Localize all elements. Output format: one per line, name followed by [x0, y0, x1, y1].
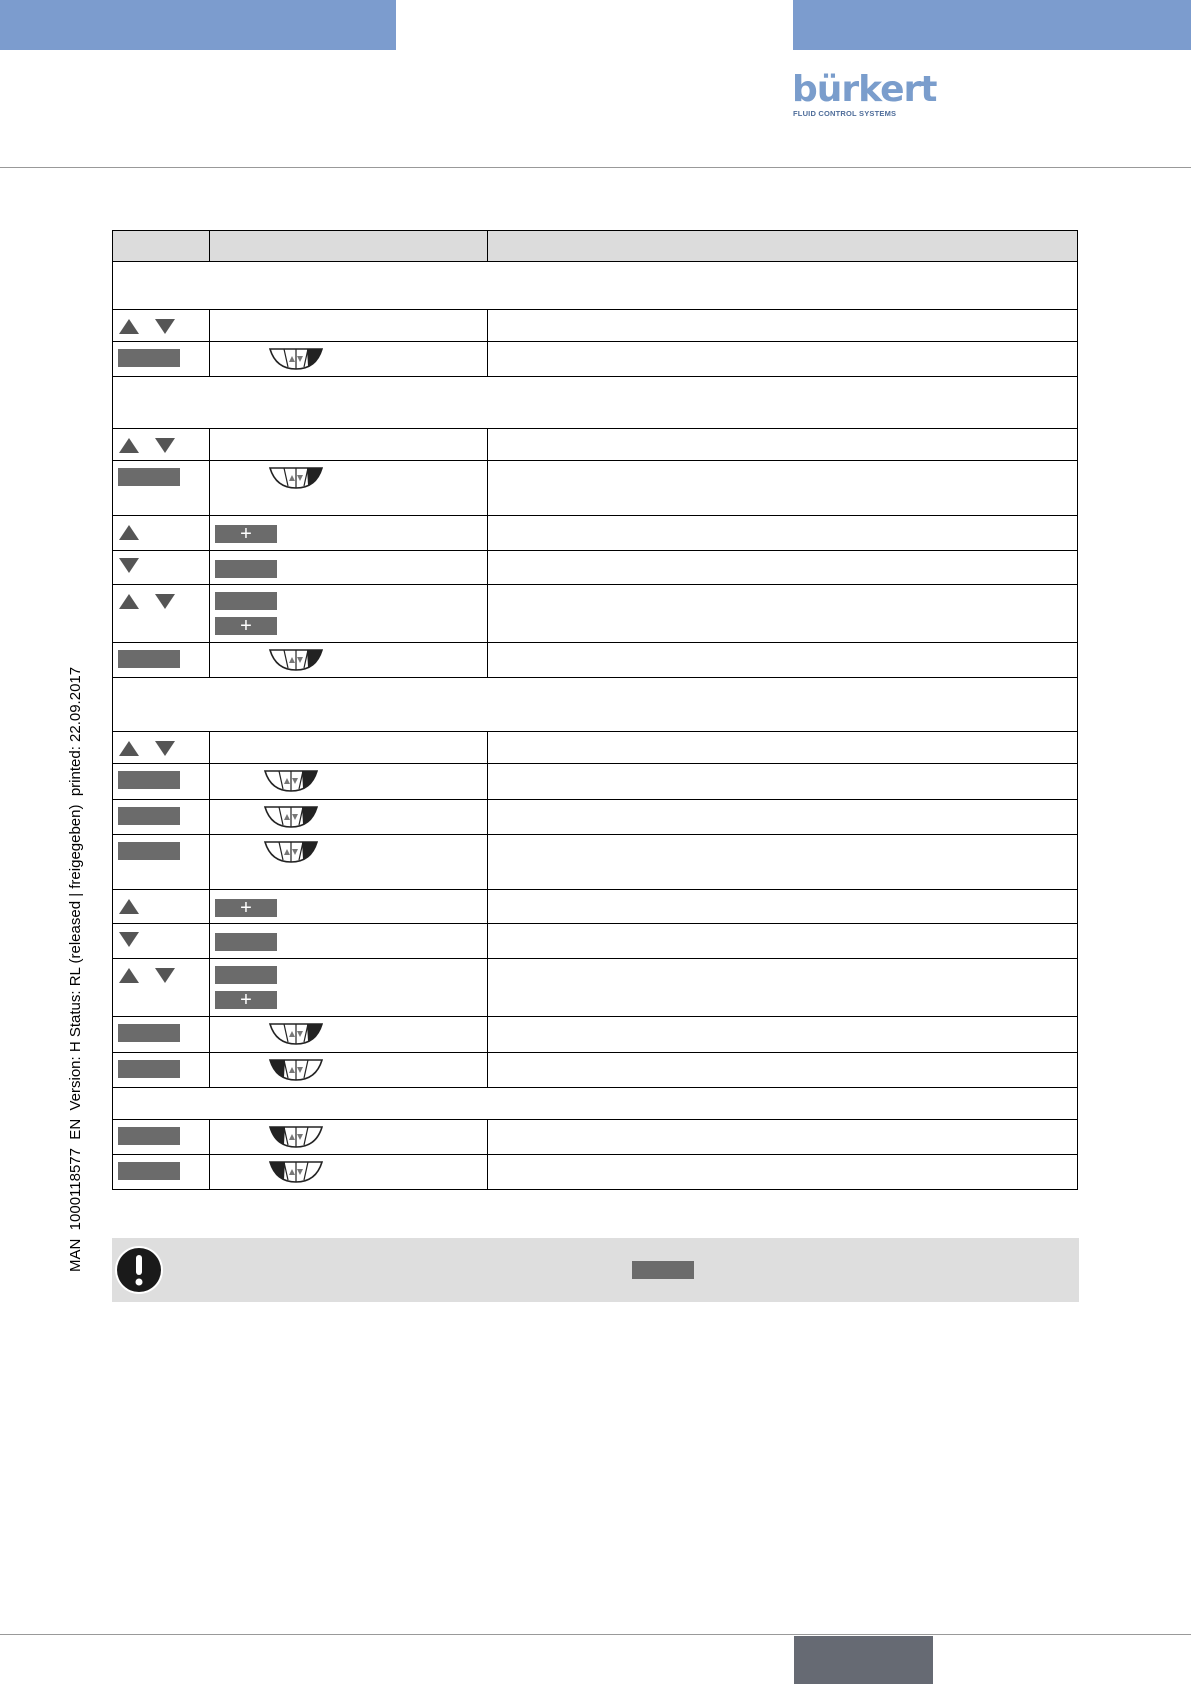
plus-key-icon: + [215, 525, 277, 543]
table-row [113, 764, 1078, 800]
keypad-cell [210, 516, 488, 551]
triangle-up-icon [119, 968, 139, 983]
key-cell [113, 800, 210, 835]
description-cell [488, 835, 1078, 890]
keypad-cell [210, 959, 488, 1017]
table-row [113, 310, 1078, 342]
grey-key-icon [118, 1162, 180, 1180]
grey-key-icon [118, 349, 180, 367]
keypad-cell [210, 461, 488, 516]
section-row [113, 678, 1078, 732]
key-cell [113, 342, 210, 377]
section-row [113, 377, 1078, 429]
keypad-icon [268, 466, 324, 490]
description-cell [488, 585, 1078, 643]
description-cell [488, 1053, 1078, 1088]
header-bar-right [793, 0, 1191, 50]
grey-key-icon [118, 650, 180, 668]
triangle-up-icon [119, 594, 139, 609]
grey-key-icon [215, 560, 277, 578]
triangle-down-icon [155, 594, 175, 609]
keypad-cell [210, 551, 488, 585]
table-row [113, 924, 1078, 959]
table-row [113, 516, 1078, 551]
grey-key-icon [215, 592, 277, 610]
triangle-down-icon [155, 968, 175, 983]
keypad-icon [268, 1058, 324, 1082]
header-rule [0, 167, 1191, 168]
table-row [113, 732, 1078, 764]
keypad-cell [210, 1155, 488, 1190]
description-cell [488, 890, 1078, 924]
section-cell [113, 377, 1078, 429]
keypad-cell [210, 764, 488, 800]
key-cell [113, 890, 210, 924]
triangle-down-icon [155, 319, 175, 334]
key-cell [113, 461, 210, 516]
key-cell [113, 585, 210, 643]
table-row [113, 890, 1078, 924]
table-row [113, 461, 1078, 516]
key-cell [113, 429, 210, 461]
keypad-cell [210, 1017, 488, 1053]
triangle-up-icon [119, 741, 139, 756]
keypad-cell [210, 835, 488, 890]
key-cell [113, 643, 210, 678]
keypad-cell [210, 732, 488, 764]
description-cell [488, 342, 1078, 377]
keypad-cell [210, 1053, 488, 1088]
table-row [113, 551, 1078, 585]
grey-key-icon [118, 1024, 180, 1042]
keypad-cell [210, 429, 488, 461]
document-status-text: MAN 1000118577 EN Version: H Status: RL (released | freigegeben) printed: 22.09.2017 [67, 666, 84, 1272]
header-cell [210, 231, 488, 262]
key-cell [113, 551, 210, 585]
keypad-cell [210, 585, 488, 643]
description-cell [488, 461, 1078, 516]
header-cell [488, 231, 1078, 262]
keypad-cell [210, 890, 488, 924]
table-row [113, 959, 1078, 1017]
keypad-cell [210, 342, 488, 377]
description-cell [488, 516, 1078, 551]
section-row [113, 1088, 1078, 1120]
description-cell [488, 732, 1078, 764]
logo-subtitle: FLUID CONTROL SYSTEMS [793, 109, 897, 118]
description-cell [488, 429, 1078, 461]
triangle-up-icon [119, 319, 139, 334]
key-cell [113, 732, 210, 764]
description-cell [488, 1017, 1078, 1053]
header-cell [113, 231, 210, 262]
grey-key-icon [118, 842, 180, 860]
exclamation-icon [114, 1245, 164, 1295]
table-row [113, 1053, 1078, 1088]
keypad-cell [210, 924, 488, 959]
table-row [113, 1155, 1078, 1190]
keypad-icon [268, 347, 324, 371]
description-cell [488, 551, 1078, 585]
logo-word: bürkert [792, 69, 937, 110]
keypad-icon [263, 769, 319, 793]
header-bar-left [0, 0, 396, 50]
key-cell [113, 764, 210, 800]
key-cell [113, 1017, 210, 1053]
key-cell [113, 310, 210, 342]
description-cell [488, 959, 1078, 1017]
plus-key-icon: + [215, 617, 277, 635]
triangle-down-icon [119, 932, 139, 947]
triangle-down-icon [119, 558, 139, 573]
grey-key-icon [215, 933, 277, 951]
grey-key-icon [118, 807, 180, 825]
table-header-row [113, 231, 1078, 262]
description-cell [488, 1120, 1078, 1155]
key-cell [113, 924, 210, 959]
triangle-up-icon [119, 899, 139, 914]
grey-key-icon [632, 1261, 694, 1279]
grey-key-icon [215, 966, 277, 984]
description-cell [488, 310, 1078, 342]
keypad-cell [210, 643, 488, 678]
key-cell [113, 1053, 210, 1088]
key-cell [113, 1155, 210, 1190]
triangle-up-icon [119, 438, 139, 453]
keypad-cell [210, 800, 488, 835]
keypad-icon [268, 1022, 324, 1046]
description-cell [488, 643, 1078, 678]
footer-rule [0, 1634, 1191, 1635]
keypad-icon [268, 1160, 324, 1184]
grey-key-icon [118, 1127, 180, 1145]
grey-key-icon [118, 468, 180, 486]
description-cell [488, 1155, 1078, 1190]
plus-key-icon: + [215, 991, 277, 1009]
key-function-table [112, 230, 1078, 1190]
grey-key-icon [118, 1060, 180, 1078]
grey-key-icon [118, 771, 180, 789]
note-box [112, 1238, 1079, 1302]
description-cell [488, 764, 1078, 800]
key-cell [113, 516, 210, 551]
triangle-down-icon [155, 438, 175, 453]
keypad-icon [268, 1125, 324, 1149]
section-cell [113, 262, 1078, 310]
key-cell [113, 959, 210, 1017]
plus-key-icon: + [215, 899, 277, 917]
triangle-down-icon [155, 741, 175, 756]
table-row [113, 342, 1078, 377]
footer-page-box [794, 1636, 933, 1684]
keypad-icon [263, 805, 319, 829]
table-row [113, 1017, 1078, 1053]
table-row [113, 835, 1078, 890]
table-row [113, 643, 1078, 678]
keypad-cell [210, 310, 488, 342]
table-row [113, 800, 1078, 835]
brand-logo [792, 69, 937, 120]
description-cell [488, 800, 1078, 835]
keypad-cell [210, 1120, 488, 1155]
table-row [113, 429, 1078, 461]
triangle-up-icon [119, 525, 139, 540]
section-cell [113, 678, 1078, 732]
table-row [113, 585, 1078, 643]
keypad-icon [268, 648, 324, 672]
description-cell [488, 924, 1078, 959]
table-row [113, 1120, 1078, 1155]
key-cell [113, 1120, 210, 1155]
key-cell [113, 835, 210, 890]
section-cell [113, 1088, 1078, 1120]
section-row [113, 262, 1078, 310]
keypad-icon [263, 840, 319, 864]
